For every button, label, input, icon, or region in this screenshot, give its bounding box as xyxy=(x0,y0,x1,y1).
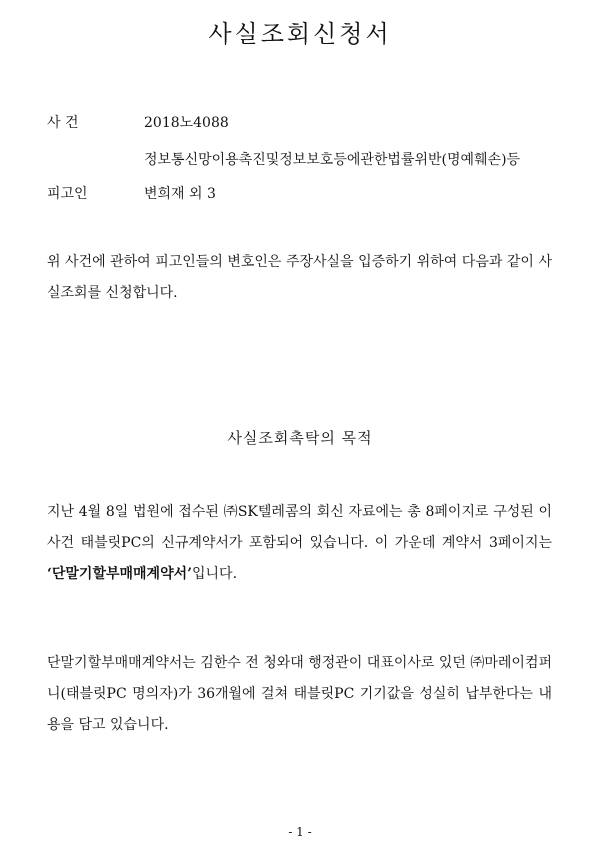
case-label: 사 건 xyxy=(47,115,79,131)
paragraph-1-text-before: 지난 4월 8일 법원에 접수된 ㈜SK텔레콤의 회신 자료에는 총 8페이지로 구성된 이 사건 태블릿PC의 신규계약서가 포함되어 있습니다. 이 가운데 계약서 3페이지는 xyxy=(47,504,552,551)
defendant-value: 변희재 외 3 xyxy=(144,186,216,202)
defendant-label: 피고인 xyxy=(47,186,88,202)
intro-paragraph: 위 사건에 관하여 피고인들의 변호인은 주장사실을 입증하기 위하여 다음과 같이 사실조회를 신청합니다. xyxy=(47,254,552,301)
case-number: 2018노4088 xyxy=(144,115,229,131)
contract-title-bold: ‘단말기할부매매계약서’ xyxy=(47,566,192,582)
purpose-paragraph-1 xyxy=(47,497,552,590)
paragraph-1-text-after: 입니다. xyxy=(192,566,238,582)
section-heading: 사실조회촉탁의 목적 xyxy=(227,429,373,447)
document-title: 사실조회신청서 xyxy=(208,20,392,48)
purpose-paragraph-2: 단말기할부매매계약서는 김한수 전 청와대 행정관이 대표이사로 있던 ㈜마레이컴퍼니(태블릿PC 명의자)가 36개월에 걸쳐 태블릿PC 기기값을 성실히 납부한다는 내용을 담고 있습니다. xyxy=(47,655,552,733)
case-name: 정보통신망이용촉진및정보보호등에관한법률위반(명예훼손)등 xyxy=(144,152,521,168)
page-number: - 1 - xyxy=(288,825,312,839)
